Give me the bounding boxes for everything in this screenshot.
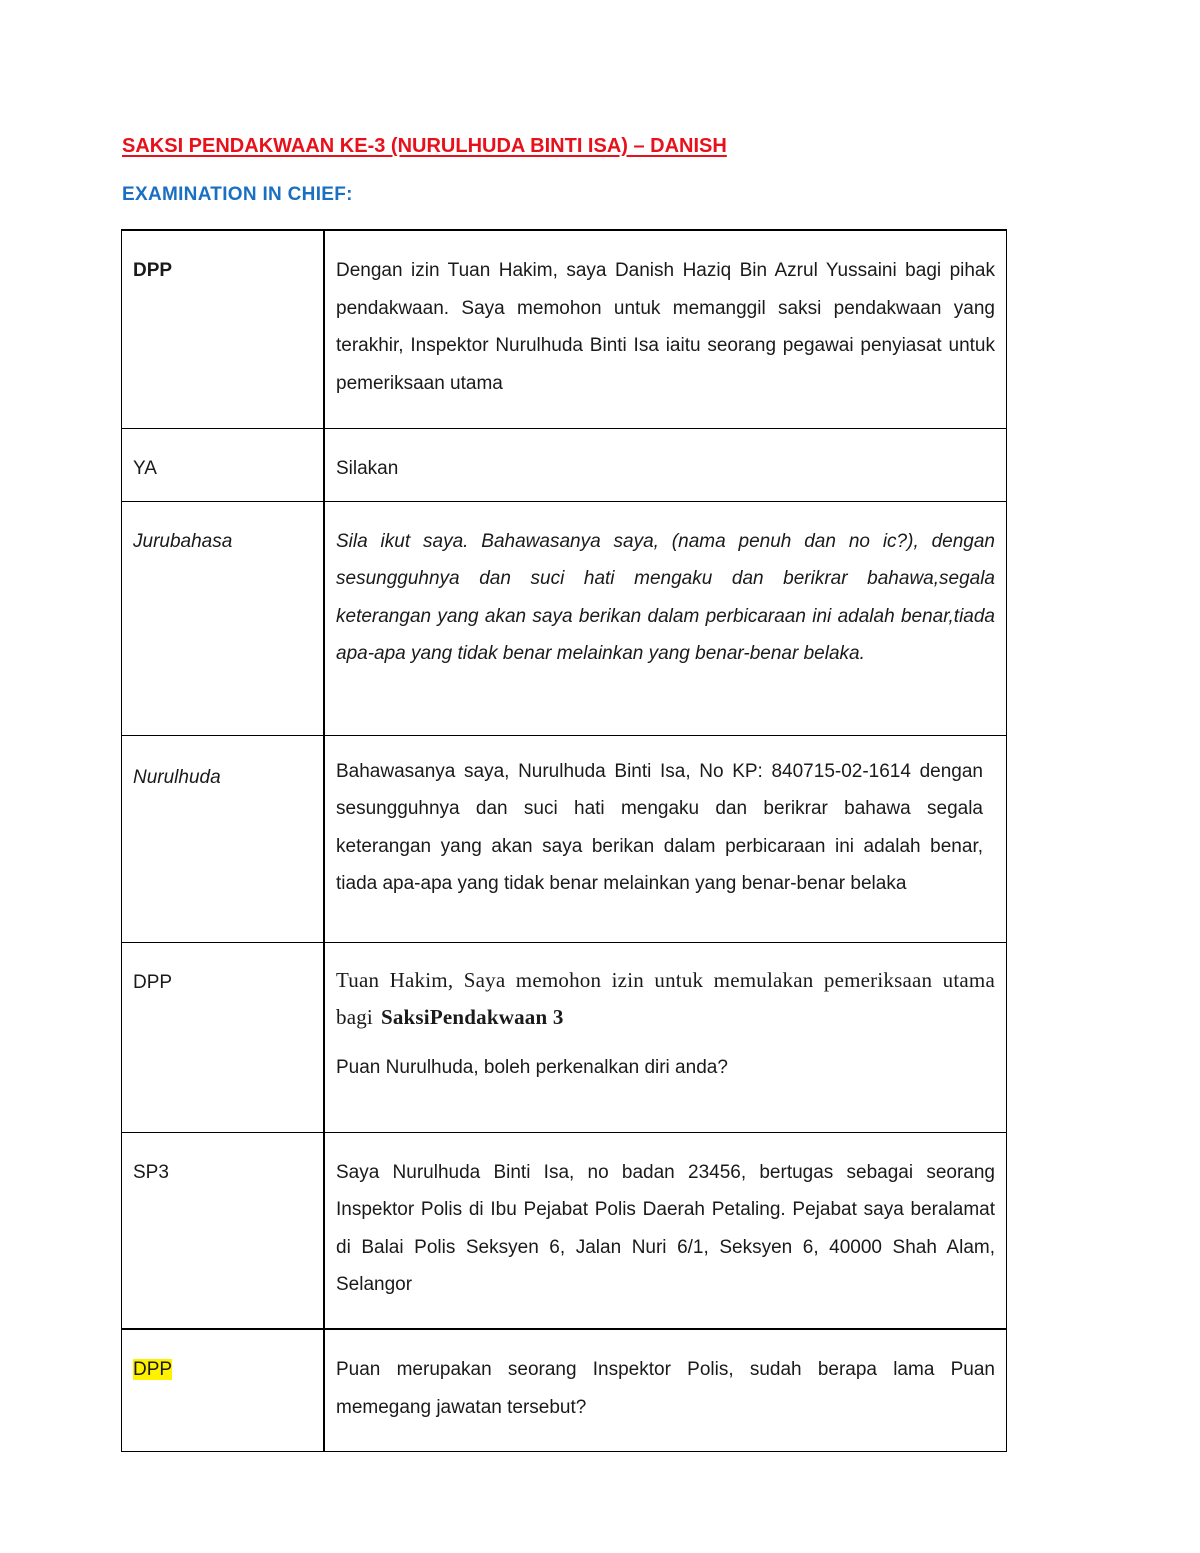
speaker-cell (122, 1329, 325, 1451)
speech-text: Dengan izin Tuan Hakim, saya Danish Haziq Bin Azrul Yussaini bagi pihak pendakwaan. Saya memohon untuk memanggil saksi pendakwaan yang terakhir, Inspektor Nurulhuda Binti Isa iaitu seorang pegawai penyiasat untuk pemeriksaan utama (336, 260, 995, 394)
document-title: SAKSI PENDAKWAAN KE-3 (NURULHUDA BINTI ISA) – DANISH (122, 135, 727, 157)
speech-cell (324, 942, 1007, 1132)
transcript-row (122, 230, 1007, 428)
witness-reference: SaksiPendakwaan 3 (380, 1005, 564, 1029)
speech-text: Sila ikut saya. Bahawasanya saya, (nama penuh dan no ic?), dengan sesungguhnya dan suci hati mengaku dan berikrar bahawa,segala keterangan yang akan saya berikan dalam perbicaraan ini adalah benar,tiada apa-apa yang tidak benar melainkan yang benar-benar belaka. (336, 530, 995, 664)
speaker-label: Jurubahasa (133, 530, 233, 552)
transcript-row (122, 428, 1007, 501)
speaker-cell (122, 230, 325, 428)
speaker-label: DPP (133, 971, 173, 993)
speaker-cell (122, 1132, 325, 1329)
transcript-row (122, 735, 1007, 942)
speech-text: Bahawasanya saya, Nurulhuda Binti Isa, No KP: 840715-02-1614 dengan sesungguhnya dan suci hati mengaku dan berikrar bahawa segala keterangan yang akan saya berikan dalam perbicaraan ini adalah benar, tiada apa-apa yang tidak benar melainkan yang benar-benar belaka (336, 760, 983, 894)
speaker-cell (122, 501, 325, 735)
speech-cell (324, 501, 1007, 735)
speaker-label: DPP (133, 260, 173, 281)
speech-text (336, 962, 995, 1037)
speech-text: Puan merupakan seorang Inspektor Polis, sudah berapa lama Puan memegang jawatan tersebut? (336, 1359, 995, 1418)
transcript-table (121, 229, 1007, 1452)
speech-cell (324, 1329, 1007, 1451)
speech-cell (324, 428, 1007, 501)
speaker-label: SP3 (133, 1161, 169, 1183)
transcript-row (122, 1132, 1007, 1329)
speech-text-serif: Tuan Hakim, Saya memohon izin untuk memulakan pemeriksaan utama bagi (336, 967, 995, 1029)
speech-followup: Puan Nurulhuda, boleh perkenalkan diri anda? (336, 1056, 728, 1078)
speech-cell (324, 1132, 1007, 1329)
speaker-label: Nurulhuda (133, 766, 221, 788)
speech-cell (324, 735, 1007, 942)
speaker-label: DPP (133, 1359, 173, 1380)
speech-text: Silakan (336, 457, 399, 479)
speech-cell (324, 230, 1007, 428)
speaker-cell (122, 735, 325, 942)
speaker-cell (122, 942, 325, 1132)
transcript-row (122, 942, 1007, 1132)
transcript-row (122, 1329, 1007, 1451)
speaker-label: YA (133, 457, 157, 479)
section-heading: EXAMINATION IN CHIEF: (122, 184, 353, 205)
speech-text: Saya Nurulhuda Binti Isa, no badan 23456, bertugas sebagai seorang Inspektor Polis di Ibu Pejabat Polis Daerah Petaling. Pejabat saya beralamat di Balai Polis Seksyen 6, Jalan Nuri 6/1, Seksyen 6, 40000 Shah Alam, Selangor (336, 1161, 995, 1295)
speaker-cell (122, 428, 325, 501)
transcript-row (122, 501, 1007, 735)
